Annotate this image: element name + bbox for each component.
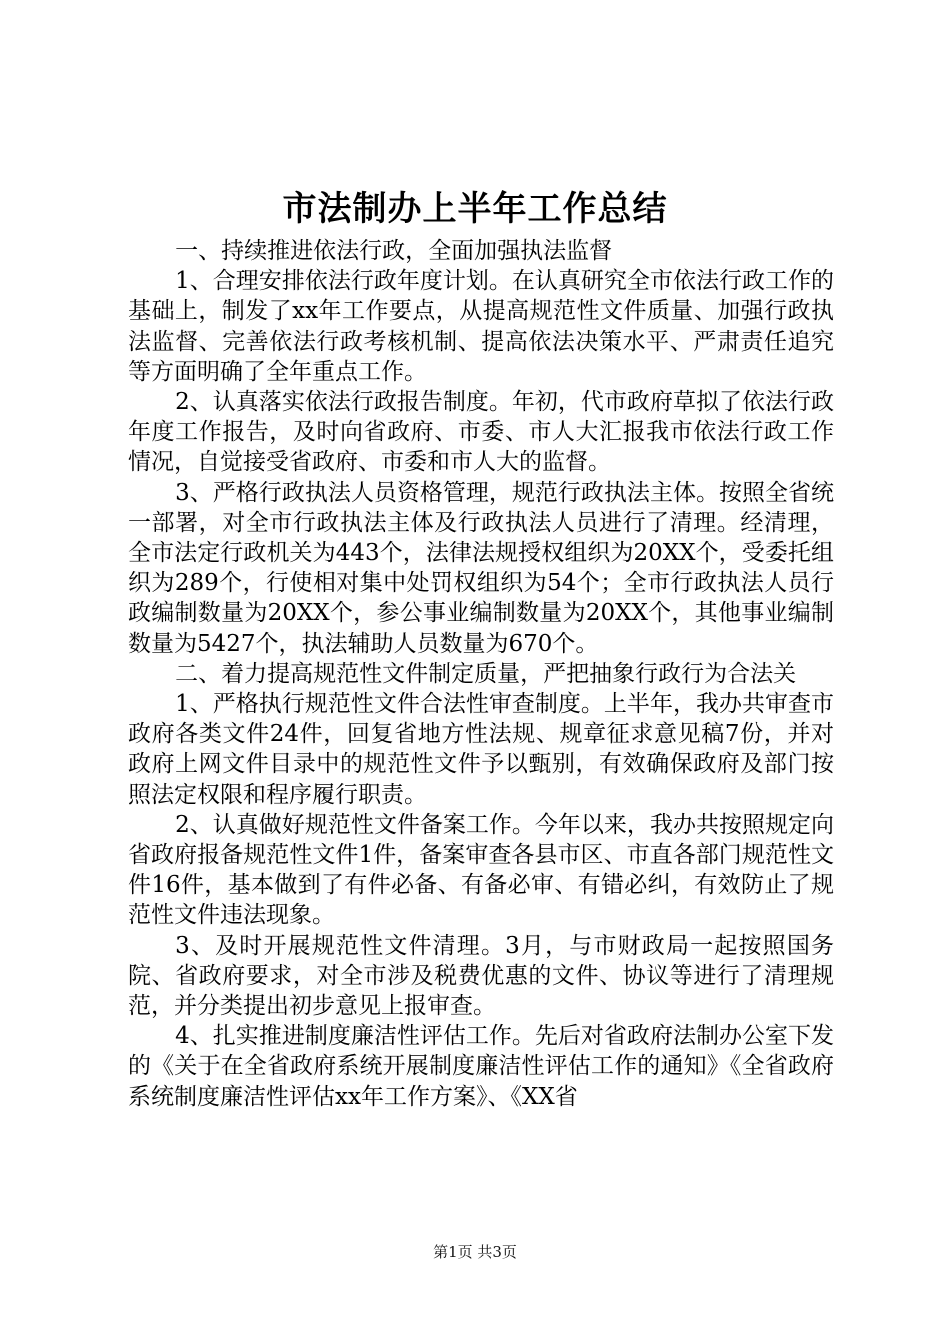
paragraph-2-3: 3、及时开展规范性文件清理。3月，与市财政局一起按照国务院、省政府要求，对全市涉及税费优惠的文件、协议等进行了清理规范，并分类提出初步意见上报审查。 bbox=[128, 932, 834, 1020]
paragraph-2-2: 2、认真做好规范性文件备案工作。今年以来，我办共按照规定向省政府报备规范性文件1件，备案审查各县市区、市直各部门规范性文件16件，基本做到了有件必备、有备必审、有错必纠，有效防止了规范性文件违法现象。 bbox=[128, 811, 834, 929]
paragraph-1-3: 3、严格行政执法人员资格管理，规范行政执法主体。按照全省统一部署，对全市行政执法主体及行政执法人员进行了清理。经清理，全市法定行政机关为443个，法律法规授权组织为20XX个，受委托组织为289个，行使相对集中处罚权组织为54个；全市行政执法人员行政编制数量为20XX个，参公事业编制数量为20XX个，其他事业编制数量为5427个，执法辅助人员数量为670个。 bbox=[128, 479, 834, 657]
page-footer: 第1页 共3页 bbox=[433, 1243, 517, 1261]
document-title: 市法制办上半年工作总结 bbox=[282, 189, 668, 229]
paragraph-1-1: 1、合理安排依法行政年度计划。在认真研究全市依法行政工作的基础上，制发了xx年工作要点，从提高规范性文件质量、加强行政执法监督、完善依法行政考核机制、提高依法决策水平、严肃责任追究等方面明确了全年重点工作。 bbox=[128, 268, 834, 385]
section-heading-2: 二、着力提高规范性文件制定质量，严把抽象行政行为合法关 bbox=[175, 660, 797, 687]
paragraph-1-2: 2、认真落实依法行政报告制度。年初，代市政府草拟了依法行政年度工作报告，及时向省政府、市委、市人大汇报我市依法行政工作情况，自觉接受省政府、市委和市人大的监督。 bbox=[128, 389, 834, 476]
document-body bbox=[128, 236, 834, 1112]
paragraph-2-1: 1、严格执行规范性文件合法性审查制度。上半年，我办共审查市政府各类文件24件，回复省地方性法规、规章征求意见稿7份，并对政府上网文件目录中的规范性文件予以甄别，有效确保政府及部门按照法定权限和程序履行职责。 bbox=[128, 691, 834, 808]
section-heading-1: 一、持续推进依法行政，全面加强执法监督 bbox=[175, 238, 613, 264]
paragraph-2-4: 4、扎实推进制度廉洁性评估工作。先后对省政府法制办公室下发的《关于在全省政府系统开展制度廉洁性评估工作的通知》《全省政府系统制度廉洁性评估xx年工作方案》、《XX省 bbox=[128, 1023, 834, 1110]
